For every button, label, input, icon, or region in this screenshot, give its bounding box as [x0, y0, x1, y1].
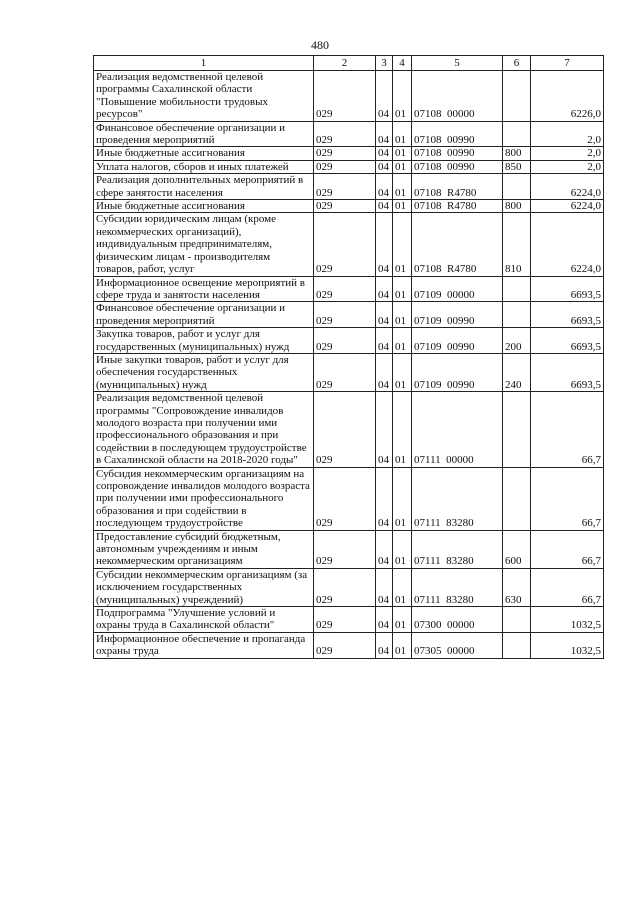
row-name-cell: Финансовое обеспечение организации и проведения мероприятий — [94, 121, 314, 147]
row-target-article-cell: 07108 R4780 — [412, 174, 503, 200]
table-row — [94, 607, 604, 633]
row-section-cell: 04 — [376, 121, 393, 147]
column-header-1: 1 — [94, 56, 314, 71]
row-code-cell: 029 — [314, 607, 376, 633]
row-amount-cell: 1032,5 — [531, 632, 604, 658]
row-amount-cell: 6224,0 — [531, 174, 604, 200]
row-subsection-cell: 01 — [393, 147, 412, 160]
row-code-cell: 029 — [314, 71, 376, 122]
row-amount-cell: 6693,5 — [531, 353, 604, 391]
row-subsection-cell: 01 — [393, 174, 412, 200]
row-name-cell: Субсидии юридическим лицам (кроме некоммерческих организаций), индивидуальным предпринимателям, физическим лицам - производителям товаров, работ, услуг — [94, 213, 314, 276]
row-target-article-cell: 07111 83280 — [412, 467, 503, 530]
row-subsection-cell: 01 — [393, 392, 412, 467]
row-code-cell: 029 — [314, 276, 376, 302]
row-amount-cell: 66,7 — [531, 467, 604, 530]
table-row — [94, 392, 604, 467]
row-target-article-cell: 07111 83280 — [412, 530, 503, 568]
row-name-cell: Информационное обеспечение и пропаганда охраны труда — [94, 632, 314, 658]
row-code-cell: 029 — [314, 353, 376, 391]
table-row — [94, 174, 604, 200]
row-amount-cell: 2,0 — [531, 160, 604, 173]
table-row — [94, 213, 604, 276]
row-expense-type-cell — [503, 392, 531, 467]
row-target-article-cell: 07109 00990 — [412, 353, 503, 391]
table-row — [94, 160, 604, 173]
row-name-cell: Подпрограмма "Улучшение условий и охраны труда в Сахалинской области" — [94, 607, 314, 633]
row-code-cell: 029 — [314, 174, 376, 200]
row-target-article-cell: 07108 00990 — [412, 160, 503, 173]
table-header — [94, 56, 604, 71]
row-subsection-cell: 01 — [393, 607, 412, 633]
row-section-cell: 04 — [376, 213, 393, 276]
row-expense-type-cell: 200 — [503, 328, 531, 354]
row-expense-type-cell: 600 — [503, 530, 531, 568]
row-subsection-cell: 01 — [393, 276, 412, 302]
row-code-cell: 029 — [314, 568, 376, 606]
row-target-article-cell: 07300 00000 — [412, 607, 503, 633]
row-subsection-cell: 01 — [393, 160, 412, 173]
row-section-cell: 04 — [376, 71, 393, 122]
row-target-article-cell: 07108 R4780 — [412, 200, 503, 213]
row-name-cell: Уплата налогов, сборов и иных платежей — [94, 160, 314, 173]
row-subsection-cell: 01 — [393, 632, 412, 658]
table-row — [94, 147, 604, 160]
row-amount-cell: 66,7 — [531, 392, 604, 467]
row-code-cell: 029 — [314, 213, 376, 276]
row-target-article-cell: 07108 R4780 — [412, 213, 503, 276]
row-subsection-cell: 01 — [393, 71, 412, 122]
row-amount-cell: 6224,0 — [531, 200, 604, 213]
row-section-cell: 04 — [376, 568, 393, 606]
row-amount-cell: 66,7 — [531, 568, 604, 606]
row-amount-cell: 2,0 — [531, 121, 604, 147]
row-amount-cell: 6224,0 — [531, 213, 604, 276]
row-subsection-cell: 01 — [393, 213, 412, 276]
page-number: 480 — [311, 38, 329, 52]
row-expense-type-cell: 850 — [503, 160, 531, 173]
row-code-cell: 029 — [314, 328, 376, 354]
row-expense-type-cell — [503, 607, 531, 633]
row-name-cell: Иные бюджетные ассигнования — [94, 200, 314, 213]
table-row — [94, 276, 604, 302]
row-code-cell: 029 — [314, 147, 376, 160]
row-subsection-cell: 01 — [393, 353, 412, 391]
row-target-article-cell: 07111 83280 — [412, 568, 503, 606]
row-name-cell: Финансовое обеспечение организации и проведения мероприятий — [94, 302, 314, 328]
row-code-cell: 029 — [314, 530, 376, 568]
row-section-cell: 04 — [376, 200, 393, 213]
row-name-cell: Реализация дополнительных мероприятий в сфере занятости населения — [94, 174, 314, 200]
row-section-cell: 04 — [376, 353, 393, 391]
row-section-cell: 04 — [376, 276, 393, 302]
column-header-4: 4 — [393, 56, 412, 71]
row-code-cell: 029 — [314, 121, 376, 147]
row-expense-type-cell — [503, 121, 531, 147]
row-name-cell: Иные закупки товаров, работ и услуг для обеспечения государственных (муниципальных) нужд — [94, 353, 314, 391]
row-amount-cell: 6693,5 — [531, 302, 604, 328]
row-amount-cell: 1032,5 — [531, 607, 604, 633]
table-row — [94, 328, 604, 354]
row-expense-type-cell — [503, 276, 531, 302]
row-section-cell: 04 — [376, 328, 393, 354]
row-section-cell: 04 — [376, 147, 393, 160]
row-subsection-cell: 01 — [393, 302, 412, 328]
header-row — [94, 56, 604, 71]
row-code-cell: 029 — [314, 632, 376, 658]
row-code-cell: 029 — [314, 467, 376, 530]
row-target-article-cell: 07109 00990 — [412, 328, 503, 354]
table-row — [94, 467, 604, 530]
row-amount-cell: 6693,5 — [531, 328, 604, 354]
table-row — [94, 302, 604, 328]
budget-table — [93, 55, 604, 659]
row-expense-type-cell — [503, 467, 531, 530]
row-section-cell: 04 — [376, 302, 393, 328]
row-subsection-cell: 01 — [393, 467, 412, 530]
row-subsection-cell: 01 — [393, 121, 412, 147]
column-header-5: 5 — [412, 56, 503, 71]
row-name-cell: Закупка товаров, работ и услуг для государственных (муниципальных) нужд — [94, 328, 314, 354]
row-section-cell: 04 — [376, 607, 393, 633]
row-amount-cell: 6693,5 — [531, 276, 604, 302]
row-subsection-cell: 01 — [393, 568, 412, 606]
row-subsection-cell: 01 — [393, 200, 412, 213]
table-row — [94, 632, 604, 658]
row-name-cell: Иные бюджетные ассигнования — [94, 147, 314, 160]
row-name-cell: Реализация ведомственной целевой программы Сахалинской области "Повышение мобильности трудовых ресурсов" — [94, 71, 314, 122]
table-row — [94, 121, 604, 147]
table-row — [94, 530, 604, 568]
table-row — [94, 200, 604, 213]
row-name-cell: Реализация ведомственной целевой программы "Сопровождение инвалидов молодого возраста при получении ими профессионального образования и при содействии в последующем трудоустройстве в Сахалинской области на 2018-2020 годы" — [94, 392, 314, 467]
row-name-cell: Предоставление субсидий бюджетным, автономным учреждениям и иным некоммерческим организациям — [94, 530, 314, 568]
row-expense-type-cell — [503, 71, 531, 122]
row-expense-type-cell — [503, 632, 531, 658]
row-code-cell: 029 — [314, 160, 376, 173]
row-section-cell: 04 — [376, 174, 393, 200]
row-expense-type-cell: 800 — [503, 147, 531, 160]
row-target-article-cell: 07108 00990 — [412, 147, 503, 160]
row-target-article-cell: 07109 00990 — [412, 302, 503, 328]
row-subsection-cell: 01 — [393, 328, 412, 354]
row-amount-cell: 66,7 — [531, 530, 604, 568]
row-target-article-cell: 07305 00000 — [412, 632, 503, 658]
row-expense-type-cell: 800 — [503, 200, 531, 213]
table-row — [94, 353, 604, 391]
row-target-article-cell: 07108 00990 — [412, 121, 503, 147]
table-row — [94, 71, 604, 122]
row-subsection-cell: 01 — [393, 530, 412, 568]
row-code-cell: 029 — [314, 302, 376, 328]
row-code-cell: 029 — [314, 392, 376, 467]
table-row — [94, 568, 604, 606]
row-expense-type-cell — [503, 174, 531, 200]
row-amount-cell: 6226,0 — [531, 71, 604, 122]
row-section-cell: 04 — [376, 632, 393, 658]
row-section-cell: 04 — [376, 530, 393, 568]
row-target-article-cell: 07109 00000 — [412, 276, 503, 302]
row-expense-type-cell — [503, 302, 531, 328]
row-name-cell: Субсидии некоммерческим организациям (за исключением государственных (муниципальных) учреждений) — [94, 568, 314, 606]
row-amount-cell: 2,0 — [531, 147, 604, 160]
row-expense-type-cell: 630 — [503, 568, 531, 606]
row-target-article-cell: 07111 00000 — [412, 392, 503, 467]
column-header-6: 6 — [503, 56, 531, 71]
table-body — [94, 71, 604, 659]
row-name-cell: Информационное освещение мероприятий в сфере труда и занятости населения — [94, 276, 314, 302]
row-name-cell: Субсидия некоммерческим организациям на сопровождение инвалидов молодого возраста при получении ими профессионального образования и при содействии в последующем трудоустройстве — [94, 467, 314, 530]
row-section-cell: 04 — [376, 467, 393, 530]
row-code-cell: 029 — [314, 200, 376, 213]
row-section-cell: 04 — [376, 160, 393, 173]
column-header-3: 3 — [376, 56, 393, 71]
row-expense-type-cell: 810 — [503, 213, 531, 276]
row-expense-type-cell: 240 — [503, 353, 531, 391]
column-header-7: 7 — [531, 56, 604, 71]
row-target-article-cell: 07108 00000 — [412, 71, 503, 122]
column-header-2: 2 — [314, 56, 376, 71]
row-section-cell: 04 — [376, 392, 393, 467]
